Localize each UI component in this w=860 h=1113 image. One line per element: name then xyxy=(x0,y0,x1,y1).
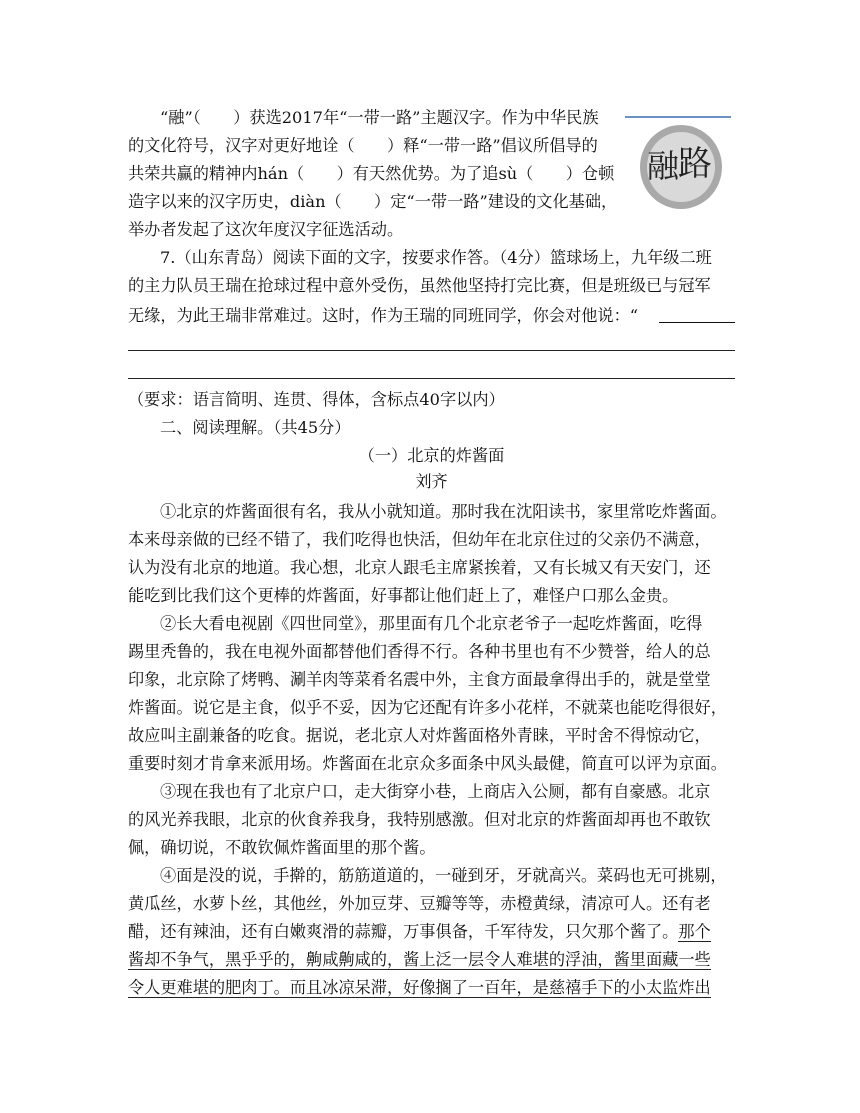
p4-underlined-line-1: 酱却不争气，黑乎乎的，齁咸齁咸的，酱上泛一层令人难堪的浮油，酱里面藏一些 xyxy=(128,950,711,969)
q6-line-3: 共荣共赢的精神内hán（ ）有天然优势。为了追sù（ ）仓顿 xyxy=(128,164,615,183)
q6-line-5: 举办者发起了这次年度汉字征选活动。 xyxy=(128,220,404,239)
p2-line-5: 故应叫主副兼备的吃食。据说，老北京人对炸酱面格外青睐，平时舍不得惊动它， xyxy=(128,726,711,745)
logo-char-lu: 路 xyxy=(678,144,712,184)
p4-line-2: 黄瓜丝，水萝卜丝，其他丝，外加豆芽、豆瓣等等，赤橙黄绿，清凉可人。还有老 xyxy=(128,894,711,913)
q7-requirement: （要求：语言简明、连贯、得体，含标点40字以内） xyxy=(128,390,505,409)
p2-line-2: 踢里秃鲁的，我在电视外面都替他们香得不行。各种书里也有不少赞誉，给人的总 xyxy=(128,642,711,661)
p4-line-1: ④面是没的说，手擀的，筋筋道道的，一碰到牙，牙就高兴。菜码也无可挑剔， xyxy=(160,866,727,885)
q6-line-2: 的文化符号，汉字对更好地诠（ ）释“一带一路”倡议所倡导的 xyxy=(128,136,598,155)
answer-line-1[interactable] xyxy=(128,350,735,351)
p3-line-3: 佩，确切说，不敢钦佩炸酱面里的那个酱。 xyxy=(128,838,436,857)
q7-line-3: 无缘，为此王瑞非常难过。这时，作为王瑞的同班同学，你会对他说：“ xyxy=(128,306,639,325)
rong-lu-logo-image xyxy=(623,115,733,215)
q6-line-4: 造字以来的汉字历史，diàn（ ）定“一带一路”建设的文化基础， xyxy=(128,192,618,211)
p4-underlined-start: 那个 xyxy=(678,922,711,941)
p4-line-3 xyxy=(128,922,735,942)
q6-line-1: “融”（ ）获选2017年“一带一路”主题汉字。作为中华民族 xyxy=(160,108,599,127)
q7-answer-blank[interactable] xyxy=(659,322,735,323)
q7-line-1: 7.（山东青岛）阅读下面的文字，按要求作答。（4分）篮球场上，九年级二班 xyxy=(160,248,712,267)
p4-line-5 xyxy=(128,978,735,998)
p2-line-3: 印象，北京除了烤鸭、涮羊肉等菜肴名震中外，主食方面最拿得出手的，就是堂堂 xyxy=(128,670,711,689)
answer-line-2[interactable] xyxy=(128,378,735,379)
p1-line-3: 认为没有北京的地道。我心想，北京人跟毛主席紧挨着，又有长城又有天安门，还 xyxy=(128,558,711,577)
q7-line-2: 的主力队员王瑞在抢球过程中意外受伤，虽然他坚持打完比赛，但是班级已与冠军 xyxy=(128,276,711,295)
p2-line-6: 重要时刻才肯拿来派用场。炸酱面在北京众多面条中风头最健，简直可以评为京面。 xyxy=(128,754,727,773)
p3-line-2: 的风光养我眼，北京的伙食养我身，我特别感激。但对北京的炸酱面却再也不敢钦 xyxy=(128,810,711,829)
p2-line-1: ②长大看电视剧《四世同堂》，那里面有几个北京老爷子一起吃炸酱面，吃得 xyxy=(160,614,703,633)
p4-underlined-line-2: 令人更难堪的肥肉丁。而且冰凉呆滞，好像搁了一百年，是慈禧手下的小太监炸出 xyxy=(128,978,711,997)
p4-line-3-text: 醋，还有辣油，还有白嫩爽滑的蒜瓣，万事俱备，千军待发，只欠那个酱了。 xyxy=(128,922,679,941)
passage-title: （一）北京的炸酱面 xyxy=(358,446,505,465)
p1-line-4: 能吃到比我们这个更棒的炸酱面，好事都让他们赶上了，难怪户口那么金贵。 xyxy=(128,586,679,605)
p2-line-4: 炸酱面。说它是主食，似乎不妥，因为它还配有许多小花样，不就菜也能吃得很好， xyxy=(128,698,727,717)
p1-line-1: ①北京的炸酱面很有名，我从小就知道。那时我在沈阳读书，家里常吃炸酱面。 xyxy=(160,502,727,521)
passage-author: 刘齐 xyxy=(415,472,448,491)
logo-char-rong: 融 xyxy=(646,147,680,185)
p4-line-4 xyxy=(128,950,735,970)
p3-line-1: ③现在我也有了北京户口，走大街穿小巷，上商店入公厕，都有自豪感。北京 xyxy=(160,782,711,801)
section-heading: 二、阅读理解。（共45分） xyxy=(160,418,351,437)
p1-line-2: 本来母亲做的已经不错了，我们吃得也快活，但幼年在北京住过的父亲仍不满意， xyxy=(128,530,711,549)
